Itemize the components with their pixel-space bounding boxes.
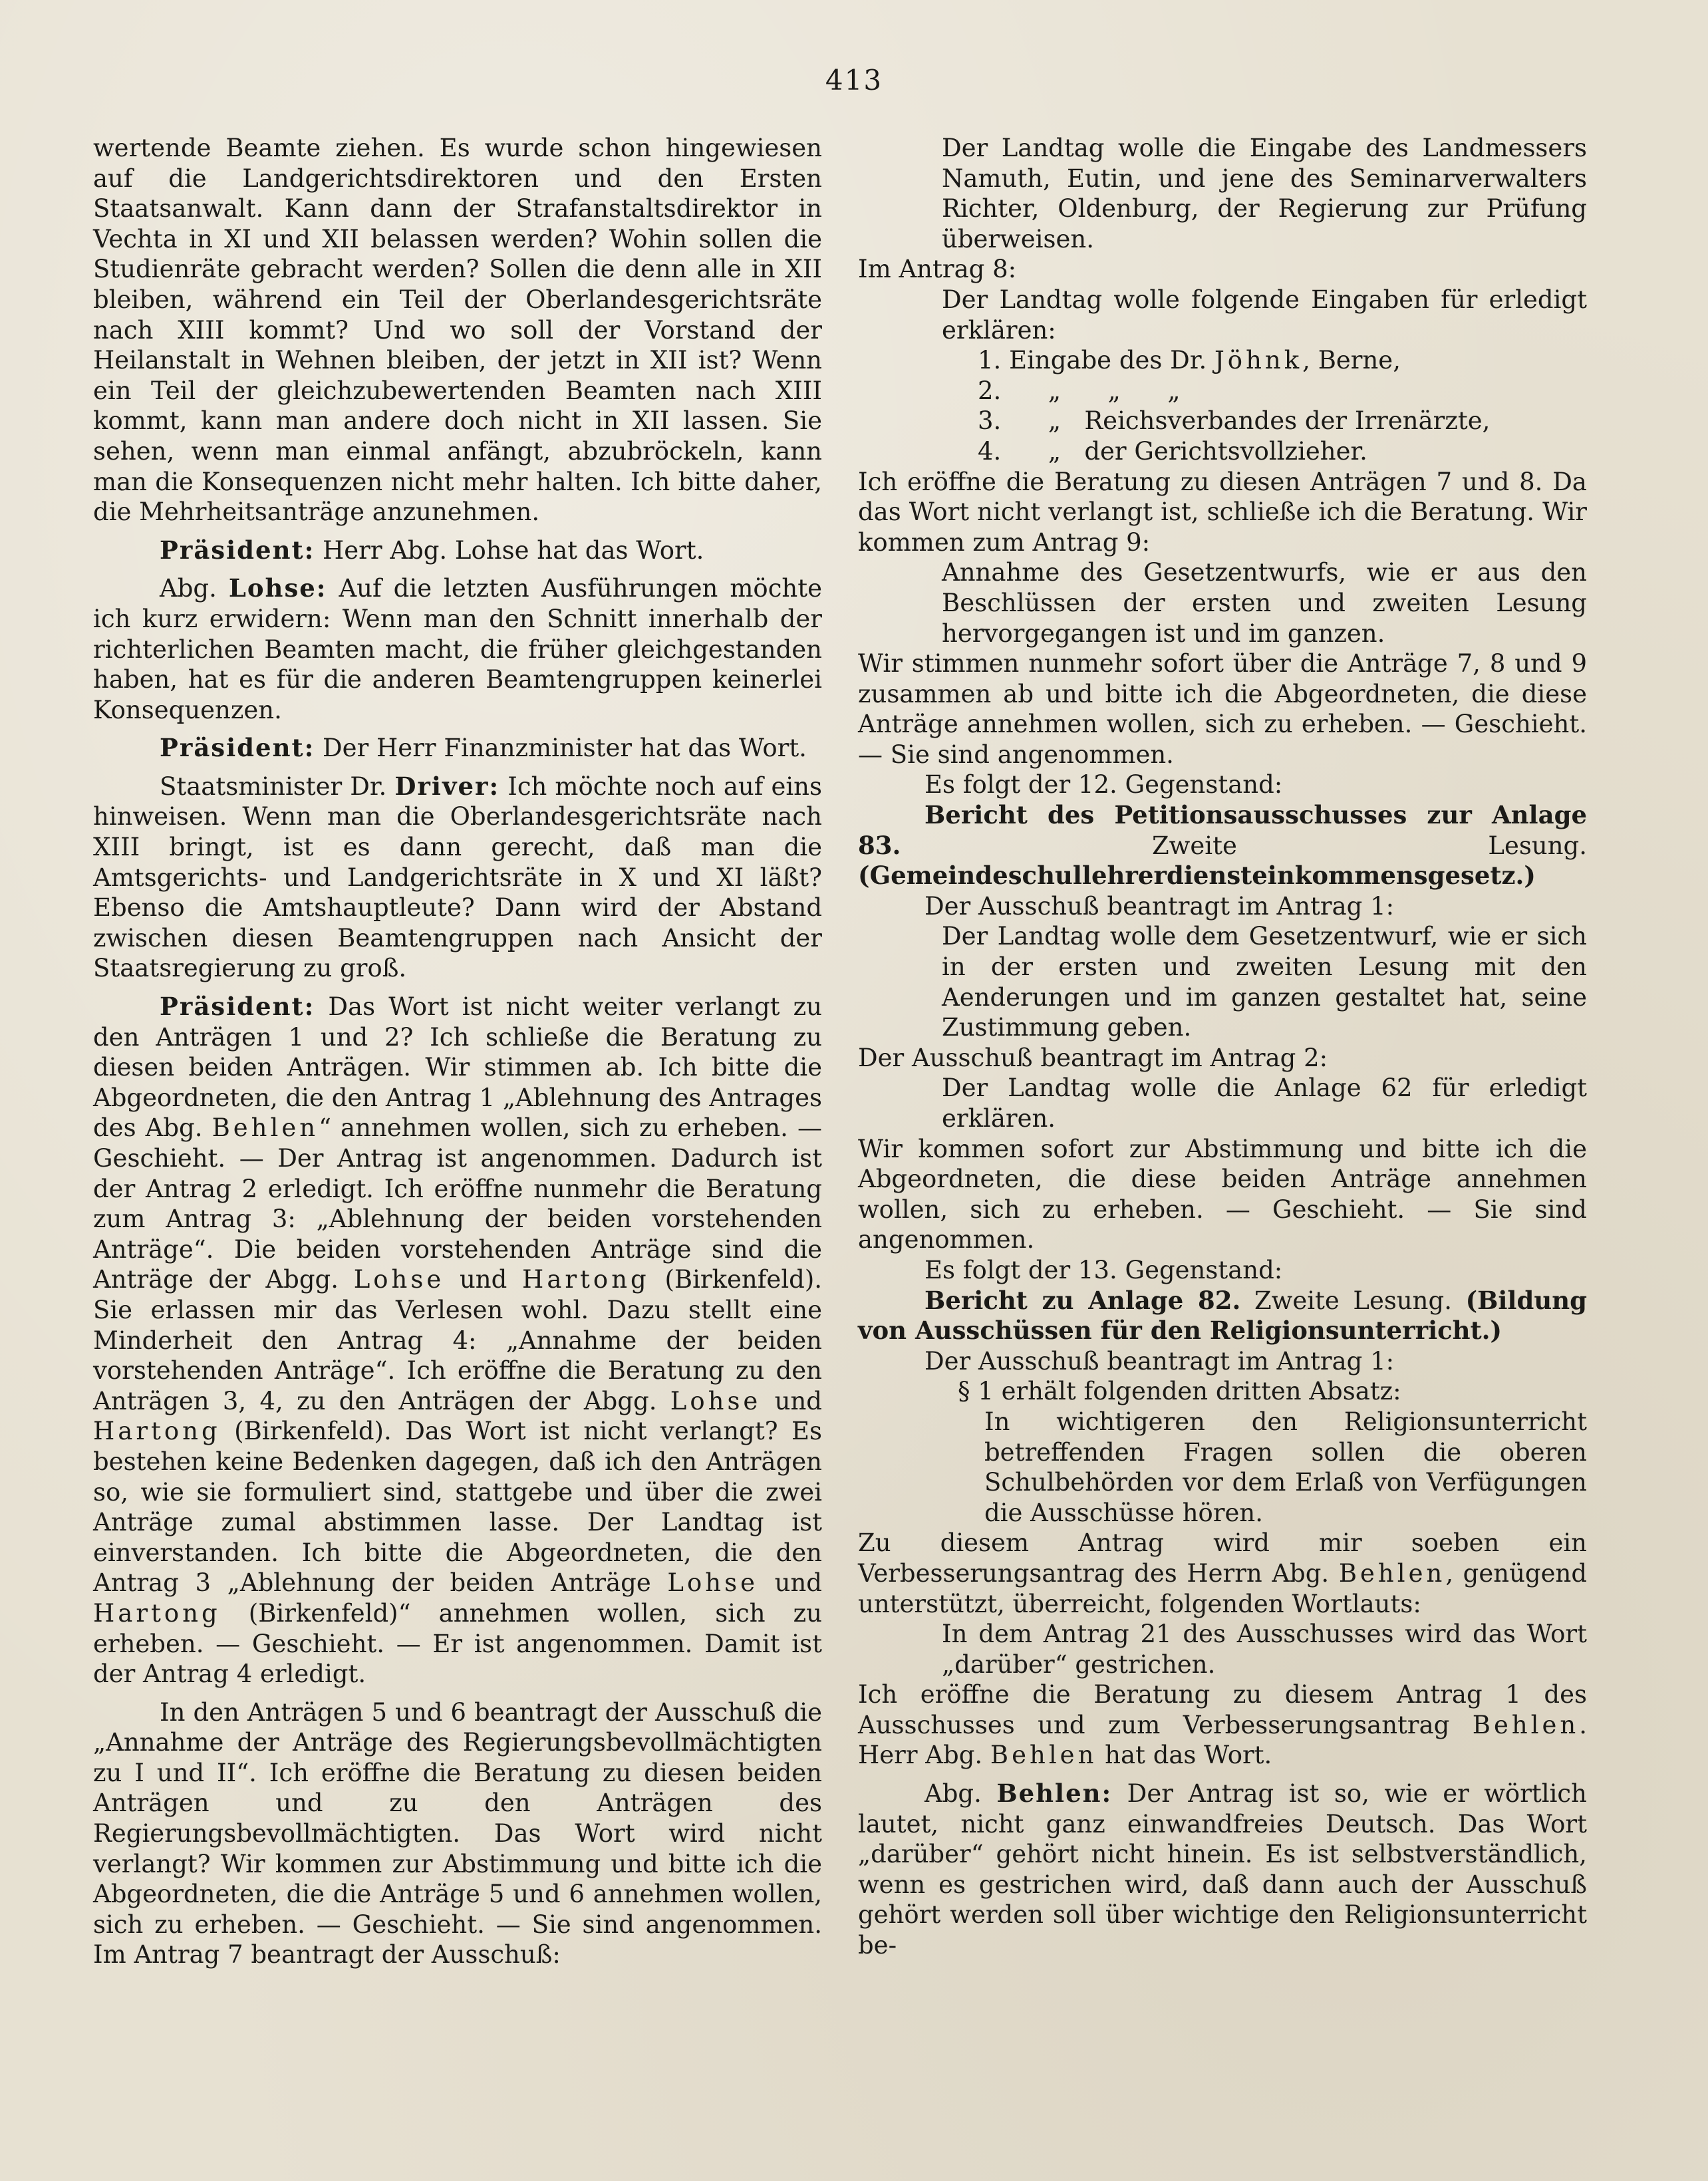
- heading-bold: Bericht des Petitionsausschusses zur Anlage 83.: [858, 800, 1587, 860]
- paragraph: Der Ausschuß beantragt im Antrag 1:: [925, 891, 1395, 921]
- heading-text: Zweite Lesung.: [1151, 831, 1587, 860]
- person-name: Lohse: [667, 1568, 758, 1598]
- person-name: Hartong: [93, 1598, 221, 1628]
- heading-bold: (Bildung von Ausschüssen für den Religionsunterricht.): [858, 1285, 1587, 1346]
- speaker-name: Präsident:: [160, 535, 315, 565]
- paragraph-text: (Birkenfeld). Sie erlassen mir das Verlesen wohl. Dazu stellt eine Minderheit den Antrag 4: „Annahme der beiden vorstehenden Anträge“. Ich eröffne die Beratung zu den Anträgen 3, 4, zu den Anträgen der Abgg.: [93, 1265, 823, 1415]
- paragraph: Es folgt der 12. Gegenstand:: [925, 770, 1283, 800]
- paragraph: [93, 992, 822, 1689]
- person-name: Behlen: [212, 1113, 319, 1143]
- speaker-title: Staatsminister Dr.: [160, 772, 387, 801]
- list-item: 3. „ Reichsverbandes der Irrenärzte,: [978, 406, 1491, 436]
- paragraph: Wir stimmen nunmehr sofort über die Anträge 7, 8 und 9 zusammen ab und bitte ich die Abgeordneten, die diese Anträge annehmen wollen, sich zu erheben. — Geschieht. — Sie sind angenommen.: [858, 649, 1587, 769]
- paragraph: Es folgt der 13. Gegenstand:: [925, 1255, 1283, 1284]
- list-item-text: , Berne,: [1302, 346, 1401, 375]
- paragraph: [93, 733, 822, 764]
- speaker-title: Abg.: [925, 1779, 982, 1809]
- speaker-name: Driver:: [394, 771, 500, 801]
- person-name: Lohse: [670, 1386, 762, 1415]
- list-item: [858, 345, 1587, 376]
- paragraph-text: (Birkenfeld). Das Wort ist nicht verlangt? Es bestehen keine Bedenken dagegen, daß ich den Anträgen so, wie sie formuliert sind, stattgebe und über die zwei Anträge zumal abstimmen lasse. Der Landtag ist einverstanden. Ich bitte die Abgeordneten, die den Antrag 3 „Ablehnung der beiden Anträge: [93, 1417, 822, 1598]
- paragraph: Der Ausschuß beantragt im Antrag 2:: [858, 1043, 1328, 1072]
- motion-text: In wichtigeren den Religionsunterricht betreffenden Fragen sollen die oberen Schulbehörden vor dem Erlaß von Verfügungen die Ausschüsse hören.: [984, 1407, 1587, 1527]
- speaker-name: Präsident:: [160, 992, 315, 1022]
- paragraph-text: Ich möchte noch auf eins hinweisen. Wenn man die Oberlandesgerichtsräte nach XIII bringt, ist es dann gerecht, daß man die Amtsgerichts- und Landgerichtsräte in X und XI läßt? Ebenso die Amtshauptleute? Dann wird der Abstand zwischen diesen Beamtengruppen nach Ansicht der Staatsregierung zu groß.: [93, 772, 822, 983]
- paragraph-text: und: [774, 1386, 822, 1415]
- paragraph-text: und: [459, 1265, 507, 1294]
- paragraph: [858, 1779, 1587, 1961]
- speaker-name: Lohse:: [228, 573, 327, 603]
- paragraph-text: Ich eröffne die Beratung zu diesem Antrag 1 des Ausschusses und zum Verbesserungsantrag: [858, 1680, 1587, 1739]
- agenda-item-heading: [858, 800, 1587, 891]
- motion-text: Der Landtag wolle die Eingabe des Landmessers Namuth, Eutin, und jene des Seminarverwalters Richter, Oldenburg, der Regierung zur Prüfung überweisen.: [942, 134, 1587, 253]
- heading-bold: (Gemeindeschullehrerdiensteinkommensgesetz.): [858, 861, 1536, 891]
- heading-bold: Bericht zu Anlage 82.: [925, 1285, 1241, 1315]
- paragraph-text: “ annehmen wollen, sich zu erheben. — Geschieht. — Der Antrag ist angenommen. Dadurch ist der Antrag 2 erledigt. Ich eröffne nunmehr die Beratung zum Antrag 3: „Ablehnung der beiden vorstehenden Anträge“. Die beiden vorstehenden Anträge sind die Anträge der Abgg.: [93, 1113, 822, 1294]
- person-name: Lohse: [353, 1265, 445, 1294]
- paragraph: In den Anträgen 5 und 6 beantragt der Ausschuß die „Annahme der Anträge des Regierungsbevollmächtigten zu I und II“. Ich eröffne die Beratung zu diesen beiden Anträgen und zu den Anträgen des Regierungsbevollmächtigten. Das Wort wird nicht verlangt? Wir kommen zur Abstimmung und bitte ich die Abgeordneten, die die Anträge 5 und 6 annehmen wollen, sich zu erheben. — Geschieht. — Sie sind angenommen. Im Antrag 7 beantragt der Ausschuß:: [93, 1697, 822, 1969]
- right-column: [858, 133, 1587, 1961]
- person-name: Behlen: [990, 1741, 1097, 1770]
- paragraph-text: (Birkenfeld)“ annehmen wollen, sich zu erheben. — Geschieht. — Er ist angenommen. Damit ist der Antrag 4 erledigt.: [93, 1598, 822, 1689]
- agenda-item-heading: [858, 1286, 1587, 1346]
- motion-text: Der Landtag wolle dem Gesetzentwurf, wie er sich in der ersten und zweiten Lesung mit den Aenderungen und im ganzen gestaltet hat, seine Zustimmung geben.: [942, 922, 1587, 1042]
- paragraph: [858, 1528, 1587, 1619]
- person-name: Jöhnk: [1214, 346, 1303, 375]
- paragraph-text: , genügend unterstützt, überreicht, folgenden Wortlauts:: [858, 1558, 1588, 1618]
- paragraph-text: Der Herr Finanzminister hat das Wort.: [323, 734, 807, 763]
- person-name: Behlen: [1338, 1558, 1446, 1588]
- speaker-name: Behlen:: [996, 1779, 1113, 1809]
- paragraph-text: . Herr Abg.: [858, 1710, 1587, 1770]
- paragraph: [93, 573, 822, 725]
- paragraph: [93, 772, 822, 984]
- motion-text: Der Landtag wolle folgende Eingaben für erledigt erklären:: [942, 285, 1587, 345]
- paragraph-text: Das Wort ist nicht weiter verlangt zu den Anträgen 1 und 2? Ich schließe die Beratung zu diesen beiden Anträgen. Wir stimmen ab. Ich bitte die Abgeordneten, die den Antrag 1 „Ablehnung des Antrages des Abg.: [93, 992, 822, 1143]
- paragraph: [858, 1679, 1587, 1771]
- paragraph: Im Antrag 8:: [858, 255, 1017, 284]
- person-name: Behlen: [1472, 1710, 1580, 1739]
- left-column: [93, 133, 822, 1970]
- speaker-title: Abg.: [160, 574, 217, 603]
- list-item: 4. „ der Gerichtsvollzieher.: [978, 436, 1367, 466]
- paragraph: Ich eröffne die Beratung zu diesen Anträgen 7 und 8. Da das Wort nicht verlangt ist, schließe ich die Beratung. Wir kommen zum Antrag 9:: [858, 467, 1587, 557]
- list-item: 2. „ „ „: [978, 376, 1181, 405]
- person-name: Hartong: [93, 1417, 221, 1446]
- motion-text: Annahme des Gesetzentwurfs, wie er aus den Beschlüssen der ersten und zweiten Lesung hervorgegangen ist und im ganzen.: [942, 558, 1587, 648]
- person-name: Hartong: [522, 1265, 650, 1294]
- paragraph: wertende Beamte ziehen. Es wurde schon hingewiesen auf die Landgerichtsdirektoren und den Ersten Staatsanwalt. Kann dann der Strafanstaltsdirektor in Vechta in XI und XII belassen werden? Wohin sollen die Studienräte gebracht werden? Sollen die denn alle in XII bleiben, während ein Teil der Oberlandesgerichtsräte nach XIII kommt? Und wo soll der Vorstand der Heilanstalt in Wehnen bleiben, der jetzt in XII ist? Wenn ein Teil der gleichzubewertenden Beamten nach XIII kommt, kann man andere doch nicht in XII lassen. Sie sehen, wenn man einmal anfängt, abzubröckeln, kann man die Konsequenzen nicht mehr halten. Ich bitte daher, die Mehrheitsanträge anzunehmen.: [93, 134, 822, 527]
- motion-text: Der Landtag wolle die Anlage 62 für erledigt erklären.: [942, 1074, 1587, 1133]
- speaker-name: Präsident:: [160, 733, 315, 763]
- paragraph-text: hat das Wort.: [1105, 1741, 1272, 1770]
- paragraph: [93, 535, 822, 566]
- heading-text: Zweite Lesung.: [1254, 1286, 1452, 1315]
- paragraph-text: Auf die letzten Ausführungen möchte ich kurz erwidern: Wenn man den Schnitt innerhalb der richterlichen Beamten macht, die früher gleichgestanden haben, hat es für die anderen Beamtengruppen keinerlei Konsequenzen.: [93, 574, 823, 724]
- page-number: 413: [825, 64, 883, 96]
- paragraph-text: Der Antrag ist so, wie er wörtlich lautet, nicht ganz einwandfreies Deutsch. Das Wort „darüber“ gehört nicht hinein. Es ist selbstverständlich, wenn es gestrichen wird, daß dann auch der Ausschuß gehört werden soll über wichtige den Religionsunterricht be-: [858, 1779, 1587, 1960]
- paragraph: Der Ausschuß beantragt im Antrag 1:: [925, 1346, 1395, 1376]
- motion-text: § 1 erhält folgenden dritten Absatz:: [958, 1377, 1401, 1406]
- paragraph: Wir kommen sofort zur Abstimmung und bitte ich die Abgeordneten, die diese beiden Anträge annehmen wollen, sich zu erheben. — Geschieht. — Sie sind angenommen.: [858, 1134, 1587, 1254]
- paragraph-text: Herr Abg. Lohse hat das Wort.: [323, 535, 704, 565]
- paragraph-text: und: [774, 1568, 822, 1598]
- motion-text: In dem Antrag 21 des Ausschusses wird das Wort „darüber“ gestrichen.: [942, 1620, 1587, 1679]
- list-item-text: 1. Eingabe des Dr.: [978, 346, 1207, 375]
- paragraph-text: Zu diesem Antrag wird mir soeben ein Verbesserungsantrag des Herrn Abg.: [858, 1528, 1587, 1588]
